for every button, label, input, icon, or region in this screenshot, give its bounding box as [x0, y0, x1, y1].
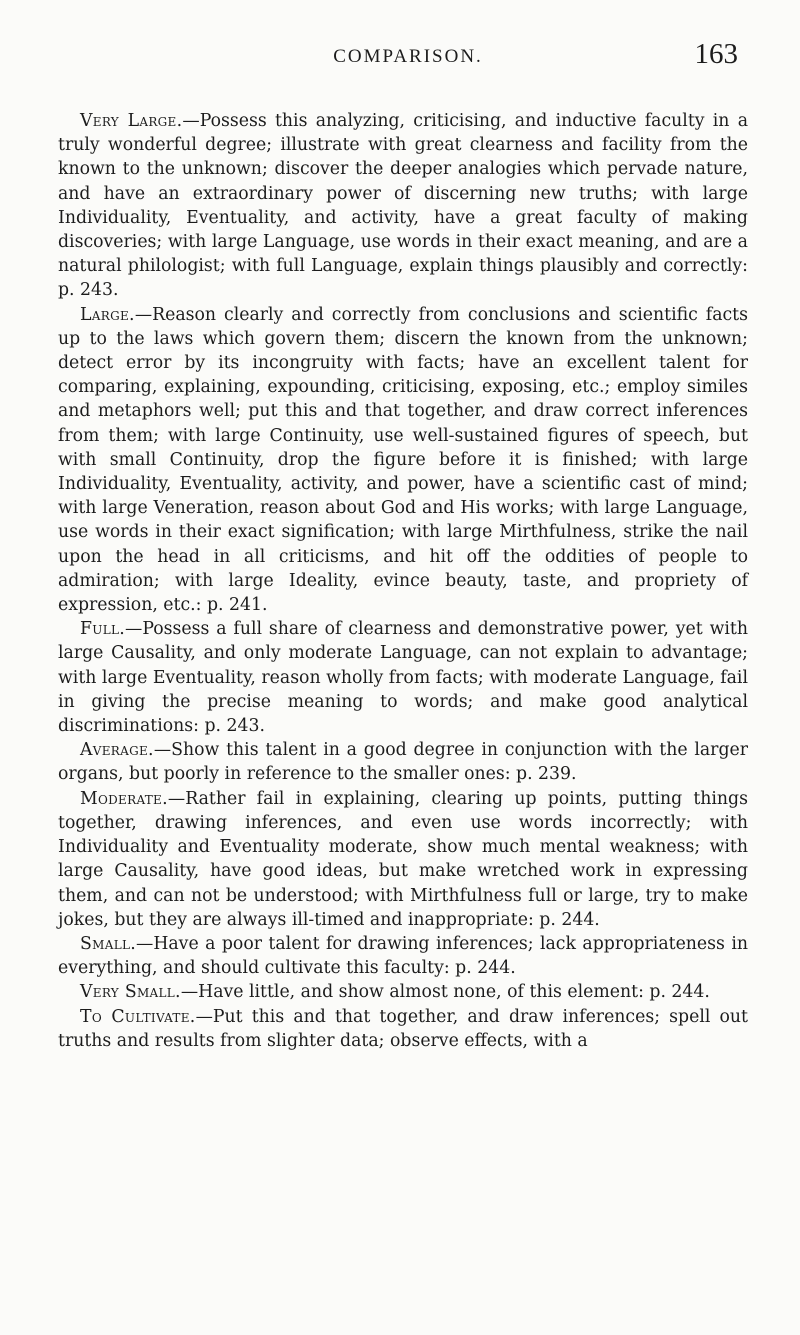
- entry-term: To Cultivate.: [80, 1006, 196, 1027]
- entry-text: —Show this talent in a good degree in conjunction with the larger organs, but poorly in reference to the smaller ones: p. 239.: [58, 740, 748, 785]
- entry-large: [58, 303, 748, 618]
- entry-text: —Put this and that together, and draw inferences; spell out truths and results from slighter data; observe effects, with a: [58, 1006, 748, 1051]
- entry-term: Small.: [80, 933, 137, 954]
- page-number: 163: [694, 38, 738, 70]
- entry-text: —Possess a full share of clearness and demonstrative power, yet with large Causality, and only moderate Language, can not explain to advantage; with large Eventuality, reason wholly from facts; with moderate Language, fail in giving the precise meaning to words; and make good analytical discriminations: p. 243.: [58, 619, 748, 737]
- entry-text: —Rather fail in explaining, clearing up points, putting things together, drawing inferences, and even use words incorrectly; with Individuality and Eventuality moderate, show much mental weakness; with large Causality, have good ideas, but make wretched work in expressing them, and can not be understood; with Mirthfulness full or large, try to make jokes, but they are always ill-timed and inappropriate: p. 244.: [58, 788, 748, 930]
- entry-term: Large.: [80, 304, 135, 325]
- entry-small: [58, 932, 748, 980]
- entry-moderate: [58, 787, 748, 932]
- page-body: [58, 109, 748, 1053]
- entry-term: Full.: [80, 619, 126, 640]
- entry-text: —Possess this analyzing, criticising, and inductive faculty in a truly wonderful degree; illustrate with great clearness and facility from the known to the unknown; discover the deeper analogies which pervade nature, and have an extraordinary power of discerning new truths; with large Individuality, Eventuality, and activity, have a great faculty of making discoveries; with large Language, use words in their exact meaning, and are a natural philologist; with full Language, explain things plausibly and correctly: p. 243.: [58, 111, 748, 301]
- entry-term: Very Large.: [80, 111, 183, 131]
- entry-term: Average.: [80, 740, 154, 761]
- page-header: [56, 34, 760, 74]
- entry-text: —Have little, and show almost none, of this element: p. 244.: [180, 982, 710, 1003]
- entry-average: [58, 738, 748, 786]
- entry-full: [58, 617, 748, 738]
- entry-term: Moderate.: [80, 788, 168, 809]
- entry-to-cultivate: [58, 1005, 748, 1053]
- entry-very-large: [58, 109, 748, 303]
- entry-text: —Have a poor talent for drawing inferences; lack appropriateness in everything, and should cultivate this faculty: p. 244.: [58, 933, 748, 979]
- entry-term: Very Small.: [80, 982, 181, 1003]
- running-head: COMPARISON.: [333, 46, 483, 67]
- entry-very-small: [58, 980, 748, 1004]
- entry-text: —Reason clearly and correctly from conclusions and scientific facts up to the laws which govern them; discern the known from the unknown; detect error by its incongruity with facts; have an excellent talent for comparing, explaining, expounding, criticising, exposing, etc.; employ similes and metaphors well; put this and that together, and draw correct inferences from them; with large Continuity, use well-sustained figures of speech, but with small Continuity, drop the figure before it is finished; with large Individuality, Eventuality, activity, and power, have a scientific cast of mind; with large Veneration, reason about God and His works; with large Language, use words in their exact signification; with large Mirthfulness, strike the nail upon the head in all criticisms, and hit off the oddities of people to admiration; with large Ideality, evince beauty, taste, and propriety of expression, etc.: p. 241.: [58, 304, 748, 616]
